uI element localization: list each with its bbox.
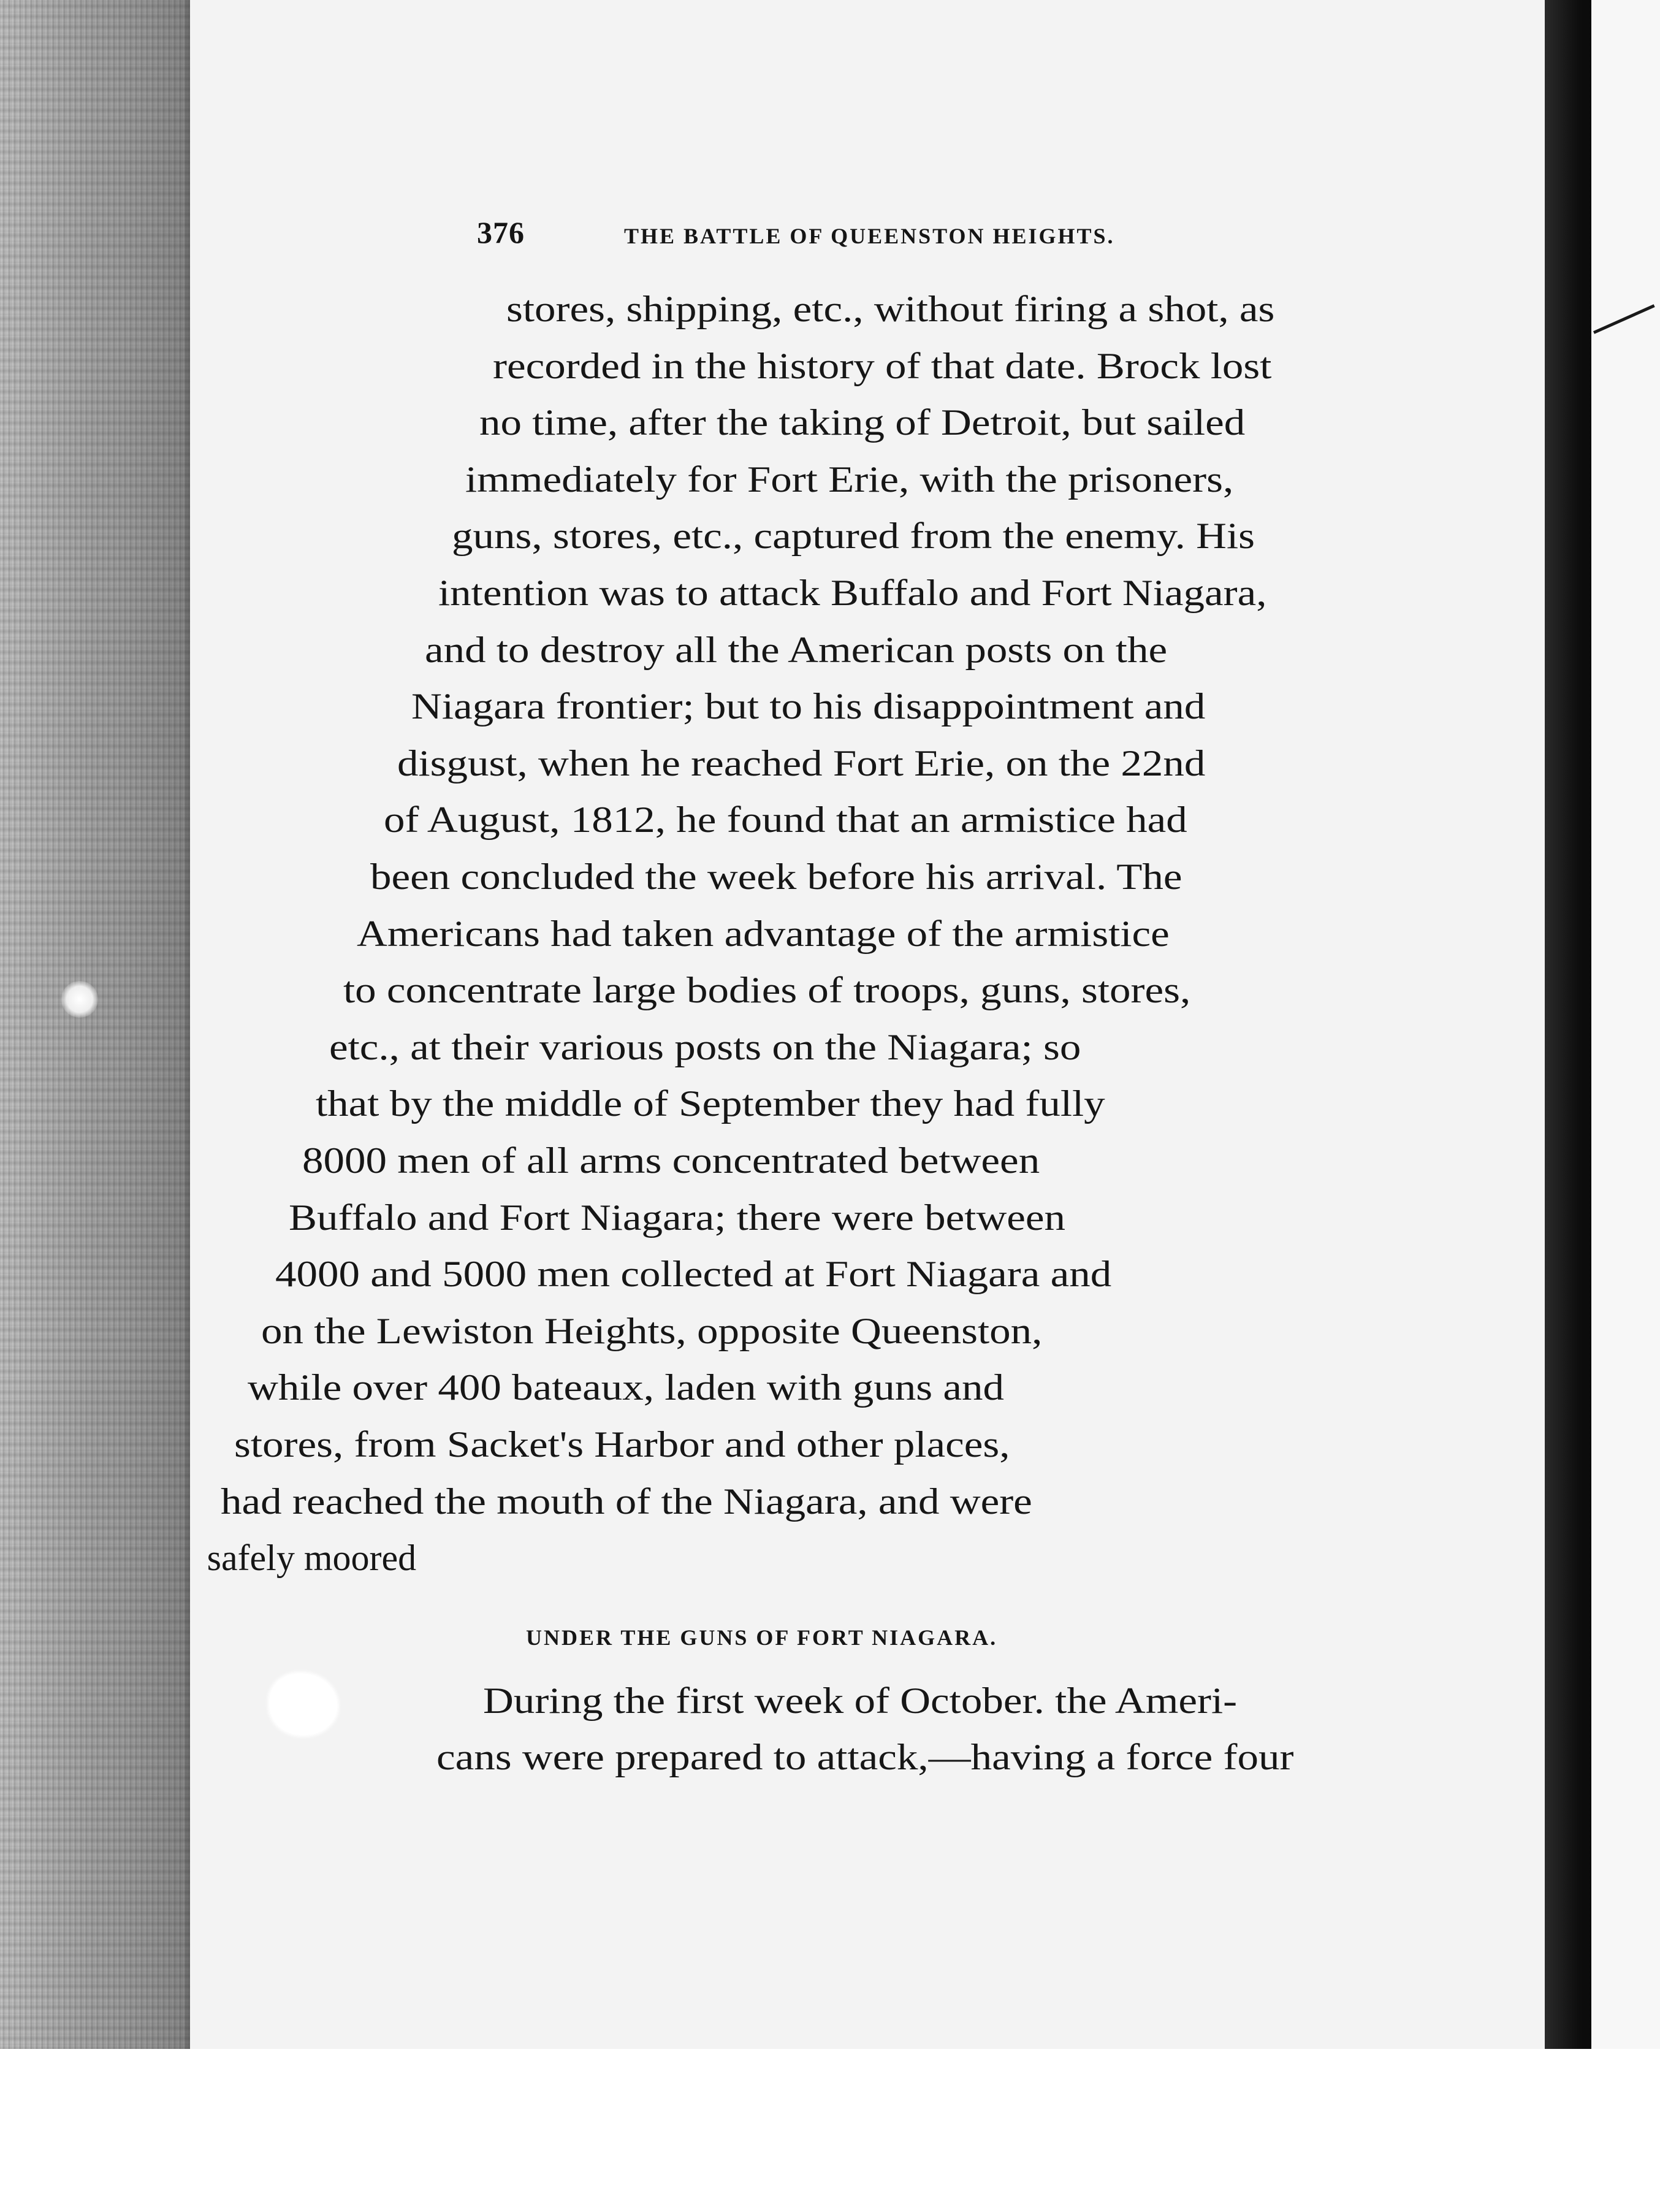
- text-line: stores, from Sacket's Harbor and other places,: [234, 1424, 1010, 1465]
- text-line: that by the middle of September they had fully: [316, 1083, 1105, 1124]
- text-line: had reached the mouth of the Niagara, and were: [220, 1481, 1032, 1522]
- text-line: stores, shipping, etc., without firing a shot, as: [506, 289, 1275, 329]
- text-line: immediately for Fort Erie, with the prisoners,: [465, 459, 1234, 500]
- text-line: safely moored: [207, 1538, 417, 1579]
- scan-margin: [0, 2049, 1660, 2212]
- text-line: 4000 and 5000 men collected at Fort Niagara and: [275, 1254, 1111, 1295]
- text-line: while over 400 bateaux, laden with guns and: [248, 1367, 1005, 1408]
- text-line: During the first week of October. the Ameri-: [483, 1680, 1238, 1721]
- scan-blemish: [270, 1674, 337, 1735]
- text-line: recorded in the history of that date. Brock lost: [492, 345, 1272, 386]
- running-title: THE BATTLE OF QUEENSTON HEIGHTS.: [624, 224, 1115, 248]
- text-line: been concluded the week before his arrival. The: [370, 856, 1182, 897]
- text-line: on the Lewiston Heights, opposite Queenston,: [261, 1310, 1043, 1351]
- running-head: [477, 215, 1323, 250]
- page-number: 376: [477, 215, 525, 250]
- text-line: Buffalo and Fort Niagara; there were between: [288, 1197, 1065, 1238]
- scan-blemish: [61, 981, 98, 1018]
- text-line: Niagara frontier; but to his disappointment and: [411, 686, 1205, 727]
- section-heading: UNDER THE GUNS OF FORT NIAGARA.: [526, 1625, 998, 1650]
- text-line: of August, 1812, he found that an armistice had: [384, 799, 1187, 841]
- text-line: and to destroy all the American posts on the: [424, 629, 1167, 670]
- text-line: etc., at their various posts on the Niagara; so: [329, 1026, 1081, 1067]
- text-line: guns, stores, etc., captured from the enemy. His: [452, 516, 1255, 557]
- text-line: Americans had taken advantage of the armistice: [356, 913, 1170, 954]
- text-line: to concentrate large bodies of troops, guns, stores,: [343, 970, 1190, 1011]
- text-line: no time, after the taking of Detroit, but sailed: [479, 402, 1245, 443]
- book-binding-edge: [0, 0, 190, 2212]
- text-line: intention was to attack Buffalo and Fort Niagara,: [438, 573, 1267, 613]
- text-line: 8000 men of all arms concentrated between: [302, 1140, 1040, 1181]
- text-line: disgust, when he reached Fort Erie, on the 22nd: [397, 742, 1206, 784]
- text-line: cans were prepared to attack,—having a force four: [436, 1737, 1294, 1777]
